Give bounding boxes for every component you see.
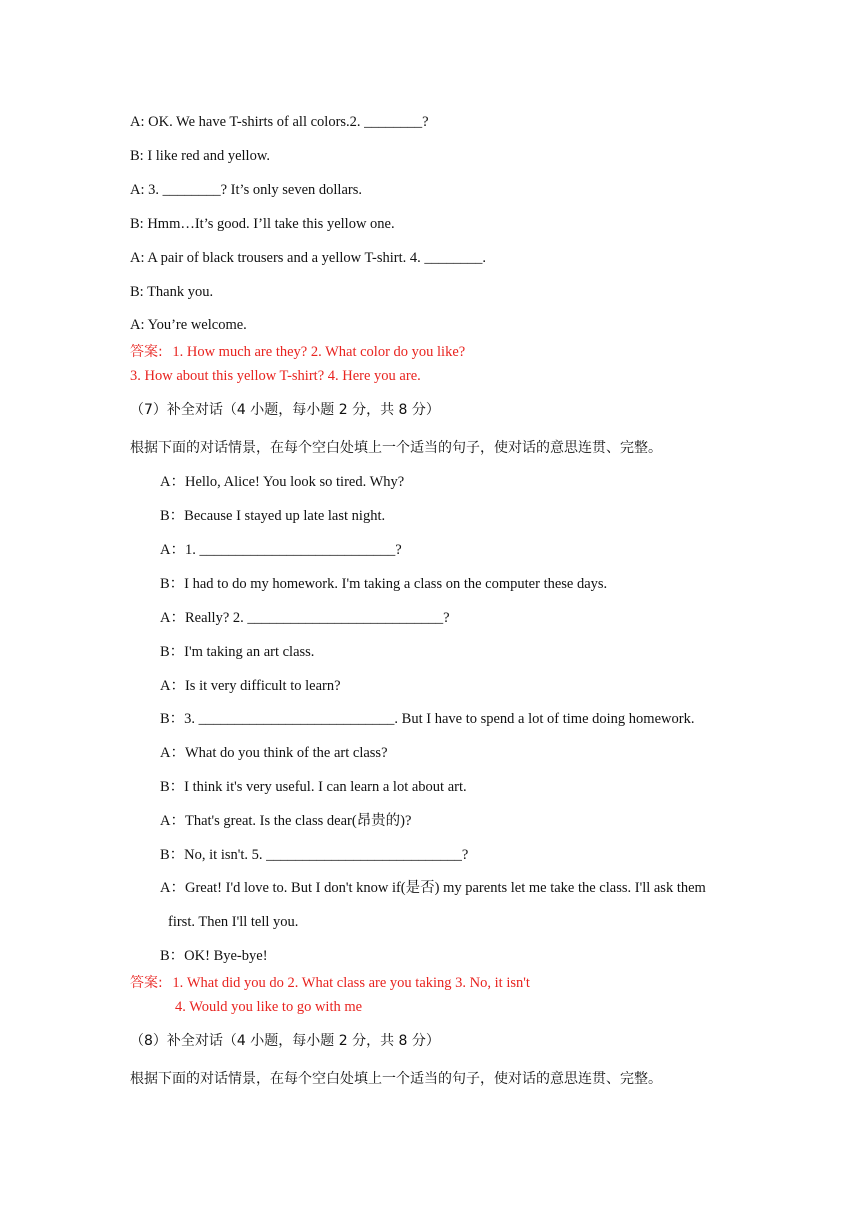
dialogue-line: A: You’re welcome. (130, 317, 247, 333)
dialogue-line: B：Because I stayed up late last night. (160, 508, 386, 524)
answer-label: 答案: (130, 344, 163, 360)
dialogue-line: A：Is it very difficult to learn? (160, 678, 341, 694)
section-heading: （8）补全对话（4 小题，每小题 2 分，共 8 分） (130, 1033, 440, 1049)
dialogue-line: A：That's great. Is the class dear(昂贵的)? (160, 813, 412, 829)
answer-line: 4. Would you like to go with me (175, 999, 363, 1015)
dialogue-line: A: OK. We have T-shirts of all colors.2. ________? (130, 114, 429, 130)
answer-text: 1. What did you do 2. What class are you taking 3. No, it isn't (172, 975, 530, 991)
answer-text: 1. How much are they? 2. What color do you like? (172, 344, 466, 360)
answer-line (130, 343, 465, 361)
dialogue-line: B：I think it's very useful. I can learn a lot about art. (160, 779, 467, 795)
dialogue-line: A：What do you think of the art class? (160, 745, 388, 761)
answer-line: 3. How about this yellow T-shirt? 4. Here you are. (130, 368, 421, 384)
dialogue-line: A：1. ___________________________? (160, 542, 402, 558)
dialogue-line: B：I'm taking an art class. (160, 644, 315, 660)
dialogue-line: B：I had to do my homework. I'm taking a class on the computer these days. (160, 576, 608, 592)
dialogue-line: A: 3. ________? It’s only seven dollars. (130, 182, 362, 198)
section-instruction: 根据下面的对话情景，在每个空白处填上一个适当的句子，使对话的意思连贯、完整。 (130, 1071, 662, 1087)
dialogue-line: B: I like red and yellow. (130, 148, 270, 164)
dialogue-line: B: Hmm…It’s good. I’ll take this yellow one. (130, 216, 395, 232)
dialogue-line: A: A pair of black trousers and a yellow T-shirt. 4. ________. (130, 250, 487, 266)
dialogue-line: B：No, it isn't. 5. ___________________________? (160, 847, 469, 863)
section-heading: （7）补全对话（4 小题，每小题 2 分，共 8 分） (130, 402, 440, 418)
dialogue-line: A：Hello, Alice! You look so tired. Why? (160, 474, 405, 490)
dialogue-line: A：Great! I'd love to. But I don't know if(是否) my parents let me take the class. I'll ask them (160, 880, 706, 896)
dialogue-line: A：Really? 2. ___________________________? (160, 610, 450, 626)
dialogue-line: B: Thank you. (130, 284, 214, 300)
answer-line (130, 974, 530, 992)
section-instruction: 根据下面的对话情景，在每个空白处填上一个适当的句子，使对话的意思连贯、完整。 (130, 440, 662, 456)
answer-label: 答案: (130, 975, 163, 991)
dialogue-line: B：3. ___________________________. But I have to spend a lot of time doing homework. (160, 711, 695, 727)
dialogue-line: B：OK! Bye-bye! (160, 948, 268, 964)
dialogue-line: first. Then I'll tell you. (168, 914, 299, 930)
